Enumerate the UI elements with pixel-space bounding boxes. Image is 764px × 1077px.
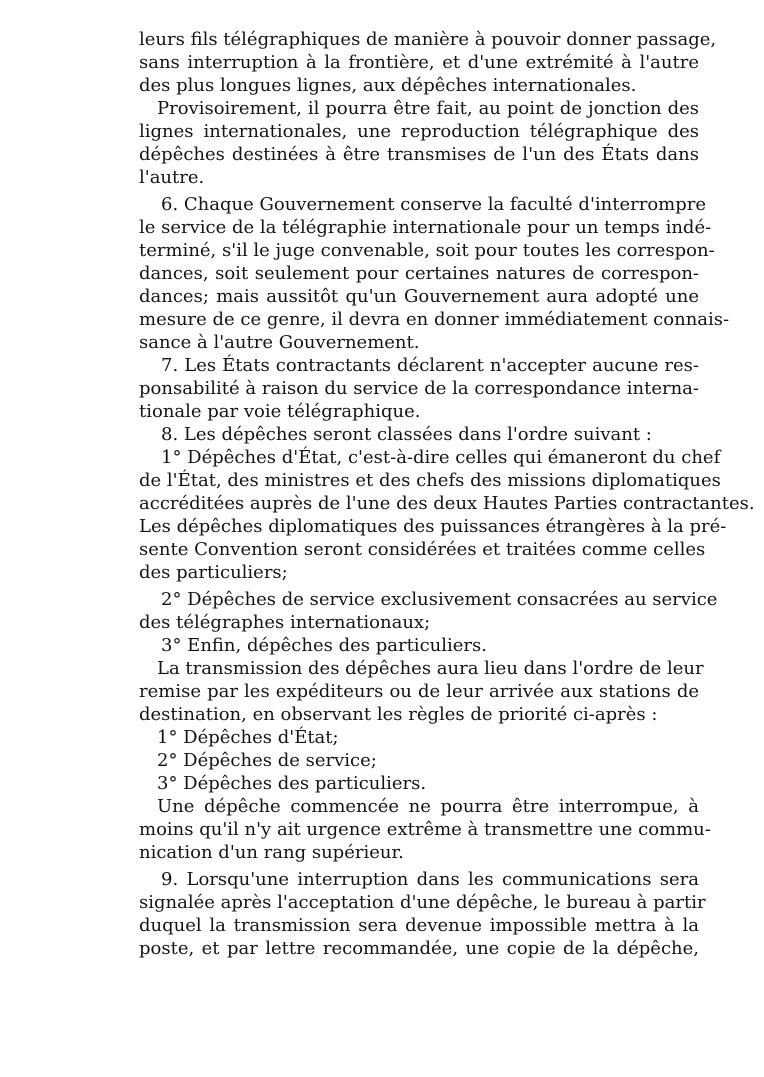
text-line: terminé, s'il le juge convenable, soit pour toutes les correspon- <box>139 240 715 261</box>
paragraph-8-start: 8. Les dépêches seront classées dans l'ordre suivant : <box>161 424 652 445</box>
list-item: 3° Dépêches des particuliers. <box>157 773 427 794</box>
text-line: dances, soit seulement pour certaines natures de correspon- <box>139 263 699 284</box>
text-line: le service de la télégraphie internationale pour un temps indé- <box>139 217 712 238</box>
text-line: sance à l'autre Gouvernement. <box>139 332 420 353</box>
text-line: Provisoirement, il pourra être fait, au point de jonction des <box>157 98 699 119</box>
paragraph-7-start: 7. Les États contractants déclarent n'accepter aucune res- <box>161 355 699 376</box>
text-line: lignes internationales, une reproduction télégraphique des <box>139 121 699 142</box>
list-item: 2° Dépêches de service; <box>157 750 377 771</box>
text-line: remise par les expéditeurs ou de leur arrivée aux stations de <box>139 681 699 702</box>
text-line: dances; mais aussitôt qu'un Gouvernement aura adopté une <box>139 286 699 307</box>
text-line: leurs fils télégraphiques de manière à pouvoir donner passage, <box>139 29 717 50</box>
list-item: 1° Dépêches d'État; <box>157 727 339 748</box>
text-line: moins qu'il n'y ait urgence extrême à transmettre une commu- <box>139 819 711 840</box>
body-text <box>139 28 755 960</box>
text-line: Une dépêche commencée ne pourra être interrompue, à <box>157 796 699 817</box>
list-item: 1° Dépêches d'État, c'est-à-dire celles qui émaneront du chef <box>161 447 721 468</box>
list-item: 3° Enfin, dépêches des particuliers. <box>161 635 487 656</box>
text-line: des plus longues lignes, aux dépêches internationales. <box>139 75 637 96</box>
text-line: accréditées auprès de l'une des deux Hautes Parties contractantes. <box>139 493 755 514</box>
text-line: dépêches destinées à être transmises de l'un des États dans <box>139 144 699 165</box>
paragraph-9-start: 9. Lorsqu'une interruption dans les communications sera <box>161 869 699 890</box>
text-line: sente Convention seront considérées et traitées comme celles <box>139 539 706 560</box>
text-line: l'autre. <box>139 167 205 188</box>
text-line: La transmission des dépêches aura lieu dans l'ordre de leur <box>157 658 704 679</box>
text-line: des particuliers; <box>139 562 288 583</box>
text-line: mesure de ce genre, il devra en donner immédiatement connais- <box>139 309 730 330</box>
text-line: Les dépêches diplomatiques des puissances étrangères à la pré- <box>139 516 727 537</box>
list-item: 2° Dépêches de service exclusivement consacrées au service <box>161 589 718 610</box>
text-line: ponsabilité à raison du service de la correspondance interna- <box>139 378 699 399</box>
paragraph-6-start: 6. Chaque Gouvernement conserve la faculté d'interrompre <box>161 194 707 215</box>
text-line: signalée après l'acceptation d'une dépêche, le bureau à partir <box>139 892 706 913</box>
text-line: sans interruption à la frontière, et d'une extrémité à l'autre <box>139 52 699 73</box>
text-line: des télégraphes internationaux; <box>139 612 431 633</box>
text-line: duquel la transmission sera devenue impossible mettra à la <box>139 915 699 936</box>
text-line: nication d'un rang supérieur. <box>139 842 404 863</box>
text-line: destination, en observant les règles de priorité ci-après : <box>139 704 658 725</box>
text-line: tionale par voie télégraphique. <box>139 401 421 422</box>
text-line: poste, et par lettre recommandée, une copie de la dépêche, <box>139 938 699 959</box>
text-line: de l'État, des ministres et des chefs des missions diplomatiques <box>139 470 721 491</box>
